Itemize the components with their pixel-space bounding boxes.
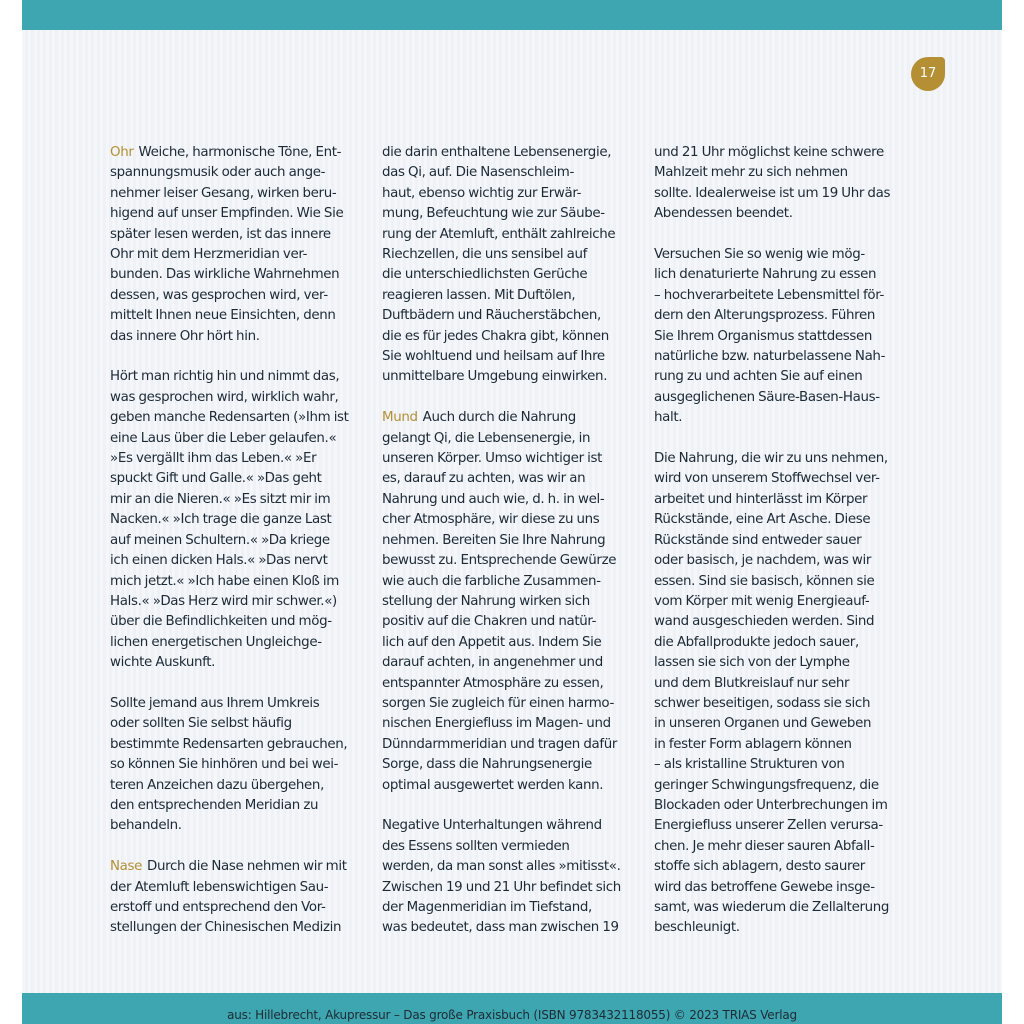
paragraph-nase-continued	[382, 143, 632, 388]
paragraph-ohr	[110, 143, 360, 347]
paragraph-stoffwechsel	[654, 449, 904, 939]
paragraph-unterhaltungen	[382, 816, 632, 938]
paragraph-text: Versuchen Sie so wenig wie mög- lich denaturierte Nahrung zu essen – hochverarbeitete Lebensmittel för- dern den Alterungsprozess. Führen Sie Ihrem Organismus stattdessen natürliche bzw. naturbelassene Nah- rung zu und achten Sie auf einen ausgeglichenen Säure-Basen-Haus- halt.	[654, 247, 886, 426]
paragraph-text: Weiche, harmonische Töne, Ent- spannungsmusik oder auch ange- nehmer leiser Gesang, wirken beru- higend auf unser Empfinden. Wie Sie später lesen werden, ist das innere Ohr mit dem Herzmeridian ver- bunden. Das wirkliche Wahrnehmen dessen, was gesprochen wird, ver- mittelt Ihnen neue Einsichten, denn das innere Ohr hört hin.	[110, 145, 344, 344]
paragraph-redensarten	[110, 367, 360, 673]
paragraph-text: Hört man richtig hin und nimmt das, was gesprochen wird, wirklich wahr, geben manche Redensarten (»Ihm ist eine Laus über die Leber gelaufen.« »Es vergällt ihm das Leben.« »Er spuckt Gift und Galle.« »Das geht mir an die Nieren.« »Es sitzt mir im Nacken.« »Ich trage die ganze Last auf meinen Schultern.« »Da kriege ich einen dicken Hals.« »Das nervt mich jetzt.« »Ich habe einen Kloß im Hals.« »Das Herz wird mir schwer.«) über die Befindlichkeiten und mög- lichen energetischen Ungleichge- wichte Auskunft.	[110, 369, 349, 671]
text-column-2	[382, 143, 632, 939]
paragraph-text: Auch durch die Nahrung gelangt Qi, die Lebensenergie, in unseren Körper. Umso wichtiger ist es, darauf zu achten, was wir an Nahrung und auch wie, d. h. in wel- cher Atmosphäre, wir diese zu uns nehmen. Bereiten Sie Ihre Nahrung bewusst zu. Entsprechende Gewürze wie auch die farbliche Zusammen- stellung der Nahrung wirken sich positiv auf die Chakren und natür- lich auf den Appetit aus. Indem Sie darauf achten, in angenehmer und entspannter Atmosphäre zu essen, sorgen Sie zugleich für einen harmo- nischen Energiefluss im Magen- und Dünndarmmeridian und tragen dafür Sorge, dass die Nahrungsenergie optimal ausgewertet werden kann.	[382, 410, 618, 793]
bottom-color-bar	[22, 993, 1002, 1024]
heading-ohr: Ohr	[110, 145, 134, 160]
top-color-bar	[22, 0, 1002, 30]
text-column-3	[654, 143, 904, 939]
paragraph-text: Sollte jemand aus Ihrem Umkreis oder sollten Sie selbst häufig bestimmte Redensarten gebrauchen, so können Sie hinhören und bei wei- teren Anzeichen dazu übergehen, den entsprechenden Meridian zu behandeln.	[110, 695, 348, 834]
heading-mund: Mund	[382, 410, 418, 426]
heading-nase: Nase	[110, 859, 143, 875]
book-page	[22, 0, 1002, 1024]
paragraph-mund	[382, 408, 632, 796]
paragraph-text: die darin enthaltene Lebensenergie, das Qi, auf. Die Nasenschleim- haut, ebenso wichtig zur Erwär- mung, Befeuchtung wie zur Säube- rung der Atemluft, enthält zahlreiche Riechzellen, die uns sensibel auf die unterschiedlichsten Gerüche reagieren lassen. Mit Duftölen, Duftbädern und Räucherstäbchen, die es für jedes Chakra gibt, können Sie wohltuend und heilsam auf Ihre unmittelbare Umgebung einwirken.	[382, 145, 616, 385]
paragraph-denaturierte-nahrung	[654, 245, 904, 429]
paragraph-text: und 21 Uhr möglichst keine schwere Mahlzeit mehr zu sich nehmen sollte. Idealerweise ist um 19 Uhr das Abendessen beendet.	[654, 145, 891, 222]
text-column-1	[110, 143, 360, 939]
paragraph-abendessen	[654, 143, 904, 225]
paragraph-text: Durch die Nase nehmen wir mit der Atemluft lebenswichtigen Sau- erstoff und entsprechend den Vor- stellungen der Chinesischen Medizin	[110, 859, 347, 936]
paragraph-text: Negative Unterhaltungen während des Essens sollten vermieden werden, da man sonst alles »mitisst«. Zwischen 19 und 21 Uhr befindet sich der Magenmeridian im Tiefstand, was bedeutet, dass man zwischen 19	[382, 818, 621, 936]
paragraph-text: Die Nahrung, die wir zu uns nehmen, wird von unserem Stoffwechsel ver- arbeitet und hinterlässt im Körper Rückstände, eine Art Asche. Diese Rückstände sind entweder sauer oder basisch, je nachdem, was wir essen. Sind sie basisch, können sie vom Körper mit wenig Energieauf- wand ausgeschieden werden. Sind die Abfallprodukte jedoch sauer, lassen sie sich von der Lymphe und dem Blutkreislauf nur sehr schwer beseitigen, sodass sie sich in unseren Organen und Geweben in fester Form ablagern können – als kristalline Strukturen von geringer Schwingungsfrequenz, die Blockaden oder Unterbrechungen im Energiefluss unserer Zellen verursa- chen. Je mehr dieser sauren Abfall- stoffe sich ablagern, desto saurer wird das betroffene Gewebe insge- samt, was wiederum die Zellalterung beschleunigt.	[654, 451, 890, 936]
paragraph-nase	[110, 857, 360, 939]
paragraph-umkreis	[110, 694, 360, 837]
source-footer: aus: Hillebrecht, Akupressur – Das große Praxisbuch (ISBN 9783432118055) © 2023 TRIAS Verlag	[227, 1008, 797, 1022]
page-number-badge: 17	[911, 57, 945, 91]
